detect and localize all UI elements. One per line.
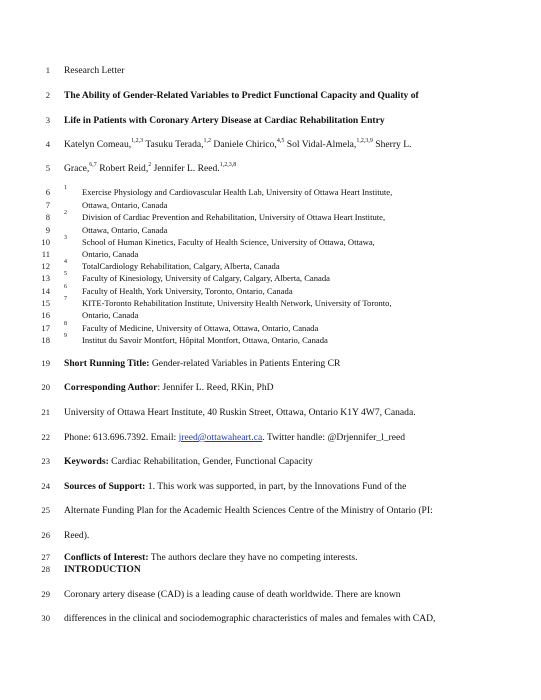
- author-list-line-1: [64, 138, 411, 151]
- line-2: [0, 89, 541, 102]
- line-3: [0, 114, 541, 127]
- affiliation-text: Faculty of Kinesiology, University of Calgary, Calgary, Alberta, Canada: [82, 273, 330, 283]
- line-number: 21: [41, 407, 50, 417]
- affiliation-number: 3: [64, 235, 67, 241]
- support-text: Reed).: [64, 530, 90, 541]
- line-number: 7: [45, 200, 50, 210]
- author-name: Robert Reid,: [96, 163, 149, 174]
- line-25: [0, 504, 541, 517]
- line-number: 25: [41, 505, 50, 515]
- line-24: [0, 480, 541, 493]
- line-number: 10: [41, 237, 50, 247]
- sources-of-support: [64, 480, 406, 493]
- affiliation-text: Faculty of Health, York University, Toronto, Ontario, Canada: [82, 286, 293, 296]
- author-affiliation-sup: 1,2,3,8: [219, 161, 237, 168]
- author-affiliation-sup: 6,7: [89, 161, 97, 168]
- author-name: Jennifer L. Reed.: [151, 163, 220, 174]
- author-affiliation-sup: 2: [148, 161, 152, 168]
- line-13: [0, 272, 541, 285]
- support-text: Alternate Funding Plan for the Academic Health Sciences Centre of the Ministry of Ontario (PI:: [64, 505, 433, 516]
- affiliation-number: 6: [64, 284, 67, 290]
- keywords: [64, 455, 313, 468]
- line-number: 16: [41, 310, 50, 320]
- affiliation-number: 1: [64, 185, 67, 191]
- affiliation-text: Exercise Physiology and Cardiovascular Health Lab, University of Ottawa Heart Institute,: [82, 187, 393, 197]
- corresponding-author: [64, 381, 274, 394]
- affiliation-text: TotalCardiology Rehabilitation, Calgary, Alberta, Canada: [82, 261, 280, 271]
- line-number: 4: [45, 139, 50, 149]
- line-number: 8: [45, 212, 50, 222]
- author-affiliation-sup: 1,2,3,9: [356, 137, 373, 144]
- corresponding-text: : Jennifer L. Reed, RKin, PhD: [157, 382, 274, 393]
- line-22: [0, 431, 541, 444]
- affiliation-number: 8: [64, 321, 67, 327]
- affiliation-text: Faculty of Medicine, University of Ottawa, Ottawa, Ontario, Canada: [82, 323, 319, 333]
- affiliation-number: 2: [64, 210, 67, 216]
- affiliation-text: Ontario, Canada: [82, 310, 139, 320]
- line-number: 13: [41, 273, 50, 283]
- author-affiliation-sup: 1,2,3: [131, 137, 144, 144]
- line-number: 27: [41, 552, 50, 562]
- title-line-2: Life in Patients with Coronary Artery Disease at Cardiac Rehabilitation Entry: [64, 115, 385, 126]
- body-text: differences in the clinical and sociodemographic characteristics of males and females with CAD,: [64, 613, 436, 624]
- line-16: [0, 309, 541, 322]
- line-number: 2: [45, 90, 50, 100]
- line-28: [0, 563, 541, 576]
- conflicts-text: The authors declare they have no competing interests.: [148, 552, 358, 563]
- affiliation-text: KITE-Toronto Rehabilitation Institute, University Health Network, University of Toronto,: [82, 298, 392, 308]
- affiliation-number: 7: [64, 296, 67, 302]
- author-affiliation-sup: 1,2: [203, 137, 212, 144]
- address: University of Ottawa Heart Institute, 40 Ruskin Street, Ottawa, Ontario K1Y 4W7, Canada.: [64, 407, 416, 418]
- affiliation-text: Institut du Savoir Montfort, Hôpital Montfort, Ottawa, Ontario, Canada: [82, 335, 328, 345]
- running-title-label: Short Running Title:: [64, 358, 150, 369]
- author-list-line-2: [64, 162, 236, 175]
- line-23: [0, 455, 541, 468]
- title-line-1: The Ability of Gender-Related Variables to Predict Functional Capacity and Quality of: [64, 90, 419, 101]
- author-affiliation-sup: 4,5: [276, 137, 285, 144]
- affiliation-text: Division of Cardiac Prevention and Rehabilitation, University of Ottawa Heart Institute,: [82, 212, 386, 222]
- twitter-text: . Twitter handle: @Drjennifer_l_reed: [262, 432, 406, 443]
- line-number: 23: [41, 456, 50, 466]
- author-name: Katelyn Comeau,: [64, 139, 132, 150]
- line-19: [0, 357, 541, 370]
- line-number: 5: [45, 163, 50, 173]
- corresponding-label: Corresponding Author: [64, 382, 158, 393]
- author-name: Sol Vidal-Almela,: [284, 139, 357, 150]
- line-1: [0, 64, 541, 77]
- line-number: 15: [41, 298, 50, 308]
- line-8: [0, 211, 541, 224]
- email-link[interactable]: jreed@ottawaheart.ca: [178, 432, 263, 443]
- line-29: [0, 588, 541, 601]
- contact-line: [64, 431, 405, 444]
- affiliation-text: Ottawa, Ontario, Canada: [82, 225, 168, 235]
- line-number: 12: [41, 261, 50, 271]
- line-number: 14: [41, 286, 50, 296]
- line-number: 30: [41, 613, 50, 623]
- line-4: [0, 138, 541, 151]
- affiliation-text: School of Human Kinetics, Faculty of Health Science, University of Ottawa, Ottawa,: [82, 237, 375, 247]
- affiliation-number: 5: [64, 271, 67, 277]
- phone-text: Phone: 613.696.7392. Email:: [64, 432, 179, 443]
- author-name: Sherry L.: [372, 139, 412, 150]
- line-20: [0, 381, 541, 394]
- affiliation-text: Ottawa, Ontario, Canada: [82, 200, 168, 210]
- author-name: Tasuku Terada,: [143, 139, 204, 150]
- keywords-text: Cardiac Rehabilitation, Gender, Functional Capacity: [108, 456, 313, 467]
- line-30: [0, 612, 541, 625]
- line-number: 29: [41, 589, 50, 599]
- line-number: 6: [45, 187, 50, 197]
- affiliation-number: 9: [64, 333, 67, 339]
- affiliation-number: 4: [64, 259, 67, 265]
- author-name: Grace,: [64, 163, 90, 174]
- support-text: 1. This work was supported, in part, by the Innovations Fund of the: [145, 481, 407, 492]
- line-number: 20: [41, 382, 50, 392]
- body-text: Coronary artery disease (CAD) is a leading cause of death worldwide. There are known: [64, 589, 401, 600]
- author-name: Daniele Chirico,: [211, 139, 277, 150]
- line-number: 17: [41, 323, 50, 333]
- affiliation-text: Ontario, Canada: [82, 249, 139, 259]
- article-type: Research Letter: [64, 65, 125, 76]
- line-number: 3: [45, 115, 50, 125]
- line-number: 19: [41, 358, 50, 368]
- line-number: 24: [41, 481, 50, 491]
- line-number: 18: [41, 335, 50, 345]
- line-number: 26: [41, 530, 50, 540]
- line-number: 9: [45, 225, 50, 235]
- support-label: Sources of Support:: [64, 481, 146, 492]
- line-5: [0, 162, 541, 175]
- line-18: [0, 334, 541, 347]
- section-heading: INTRODUCTION: [64, 564, 141, 575]
- line-number: 28: [41, 564, 50, 574]
- running-title: [64, 357, 340, 370]
- line-number: 11: [41, 249, 50, 259]
- conflicts-label: Conflicts of Interest:: [64, 552, 149, 563]
- line-6: [0, 186, 541, 199]
- line-21: [0, 406, 541, 419]
- keywords-label: Keywords:: [64, 456, 109, 467]
- line-number: 22: [41, 432, 50, 442]
- line-26: [0, 529, 541, 542]
- line-number: 1: [45, 65, 50, 75]
- running-title-text: Gender-related Variables in Patients Entering CR: [149, 358, 341, 369]
